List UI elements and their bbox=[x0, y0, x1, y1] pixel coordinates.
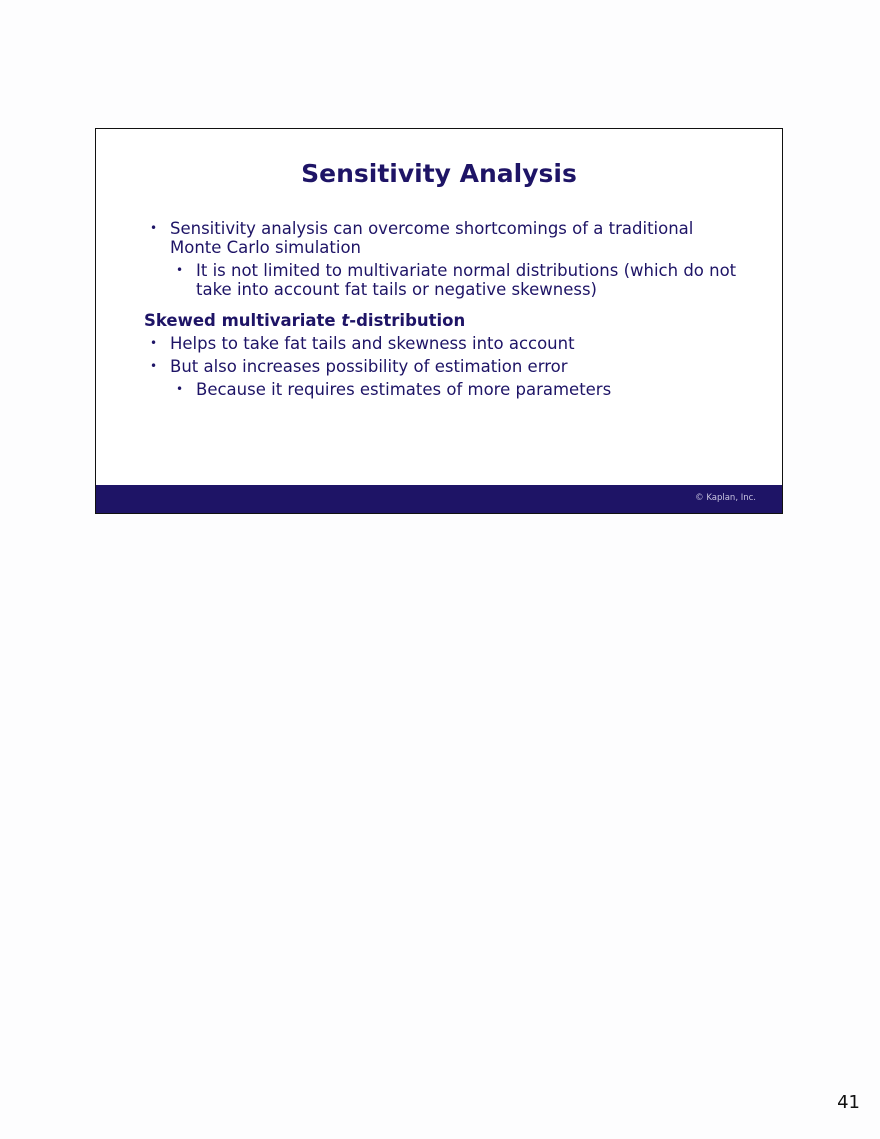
subheading bbox=[144, 311, 744, 330]
copyright-text: © Kaplan, Inc. bbox=[695, 493, 756, 503]
sub-bullet-item bbox=[170, 261, 744, 299]
slide-title: Sensitivity Analysis bbox=[301, 159, 577, 188]
page-number: 41 bbox=[837, 1092, 860, 1113]
slide-content bbox=[144, 219, 744, 403]
footer-bar bbox=[96, 485, 782, 513]
sub-bullet-text: Because it requires estimates of more parameters bbox=[196, 380, 612, 399]
slide bbox=[95, 128, 783, 514]
sub-bullet-list bbox=[170, 261, 744, 299]
bullet-text: But also increases possibility of estimation error bbox=[170, 357, 568, 376]
sub-bullet-text: It is not limited to multivariate normal distributions (which do not take into account fat tails or negative skewness) bbox=[196, 261, 737, 299]
subheading-italic: t bbox=[341, 311, 350, 330]
subheading-after: -distribution bbox=[349, 311, 466, 330]
bullet-item bbox=[144, 334, 744, 353]
bullet-item bbox=[144, 219, 744, 299]
bullet-item bbox=[144, 357, 744, 399]
sub-bullet-list bbox=[170, 380, 744, 399]
bullet-list bbox=[144, 219, 744, 299]
sub-bullet-item bbox=[170, 380, 744, 399]
subheading-before: Skewed multivariate bbox=[144, 311, 342, 330]
bullet-text: Helps to take fat tails and skewness into account bbox=[170, 334, 575, 353]
bullet-text: Sensitivity analysis can overcome shortcomings of a traditional Monte Carlo simulation bbox=[170, 219, 694, 257]
bullet-list-2 bbox=[144, 334, 744, 399]
